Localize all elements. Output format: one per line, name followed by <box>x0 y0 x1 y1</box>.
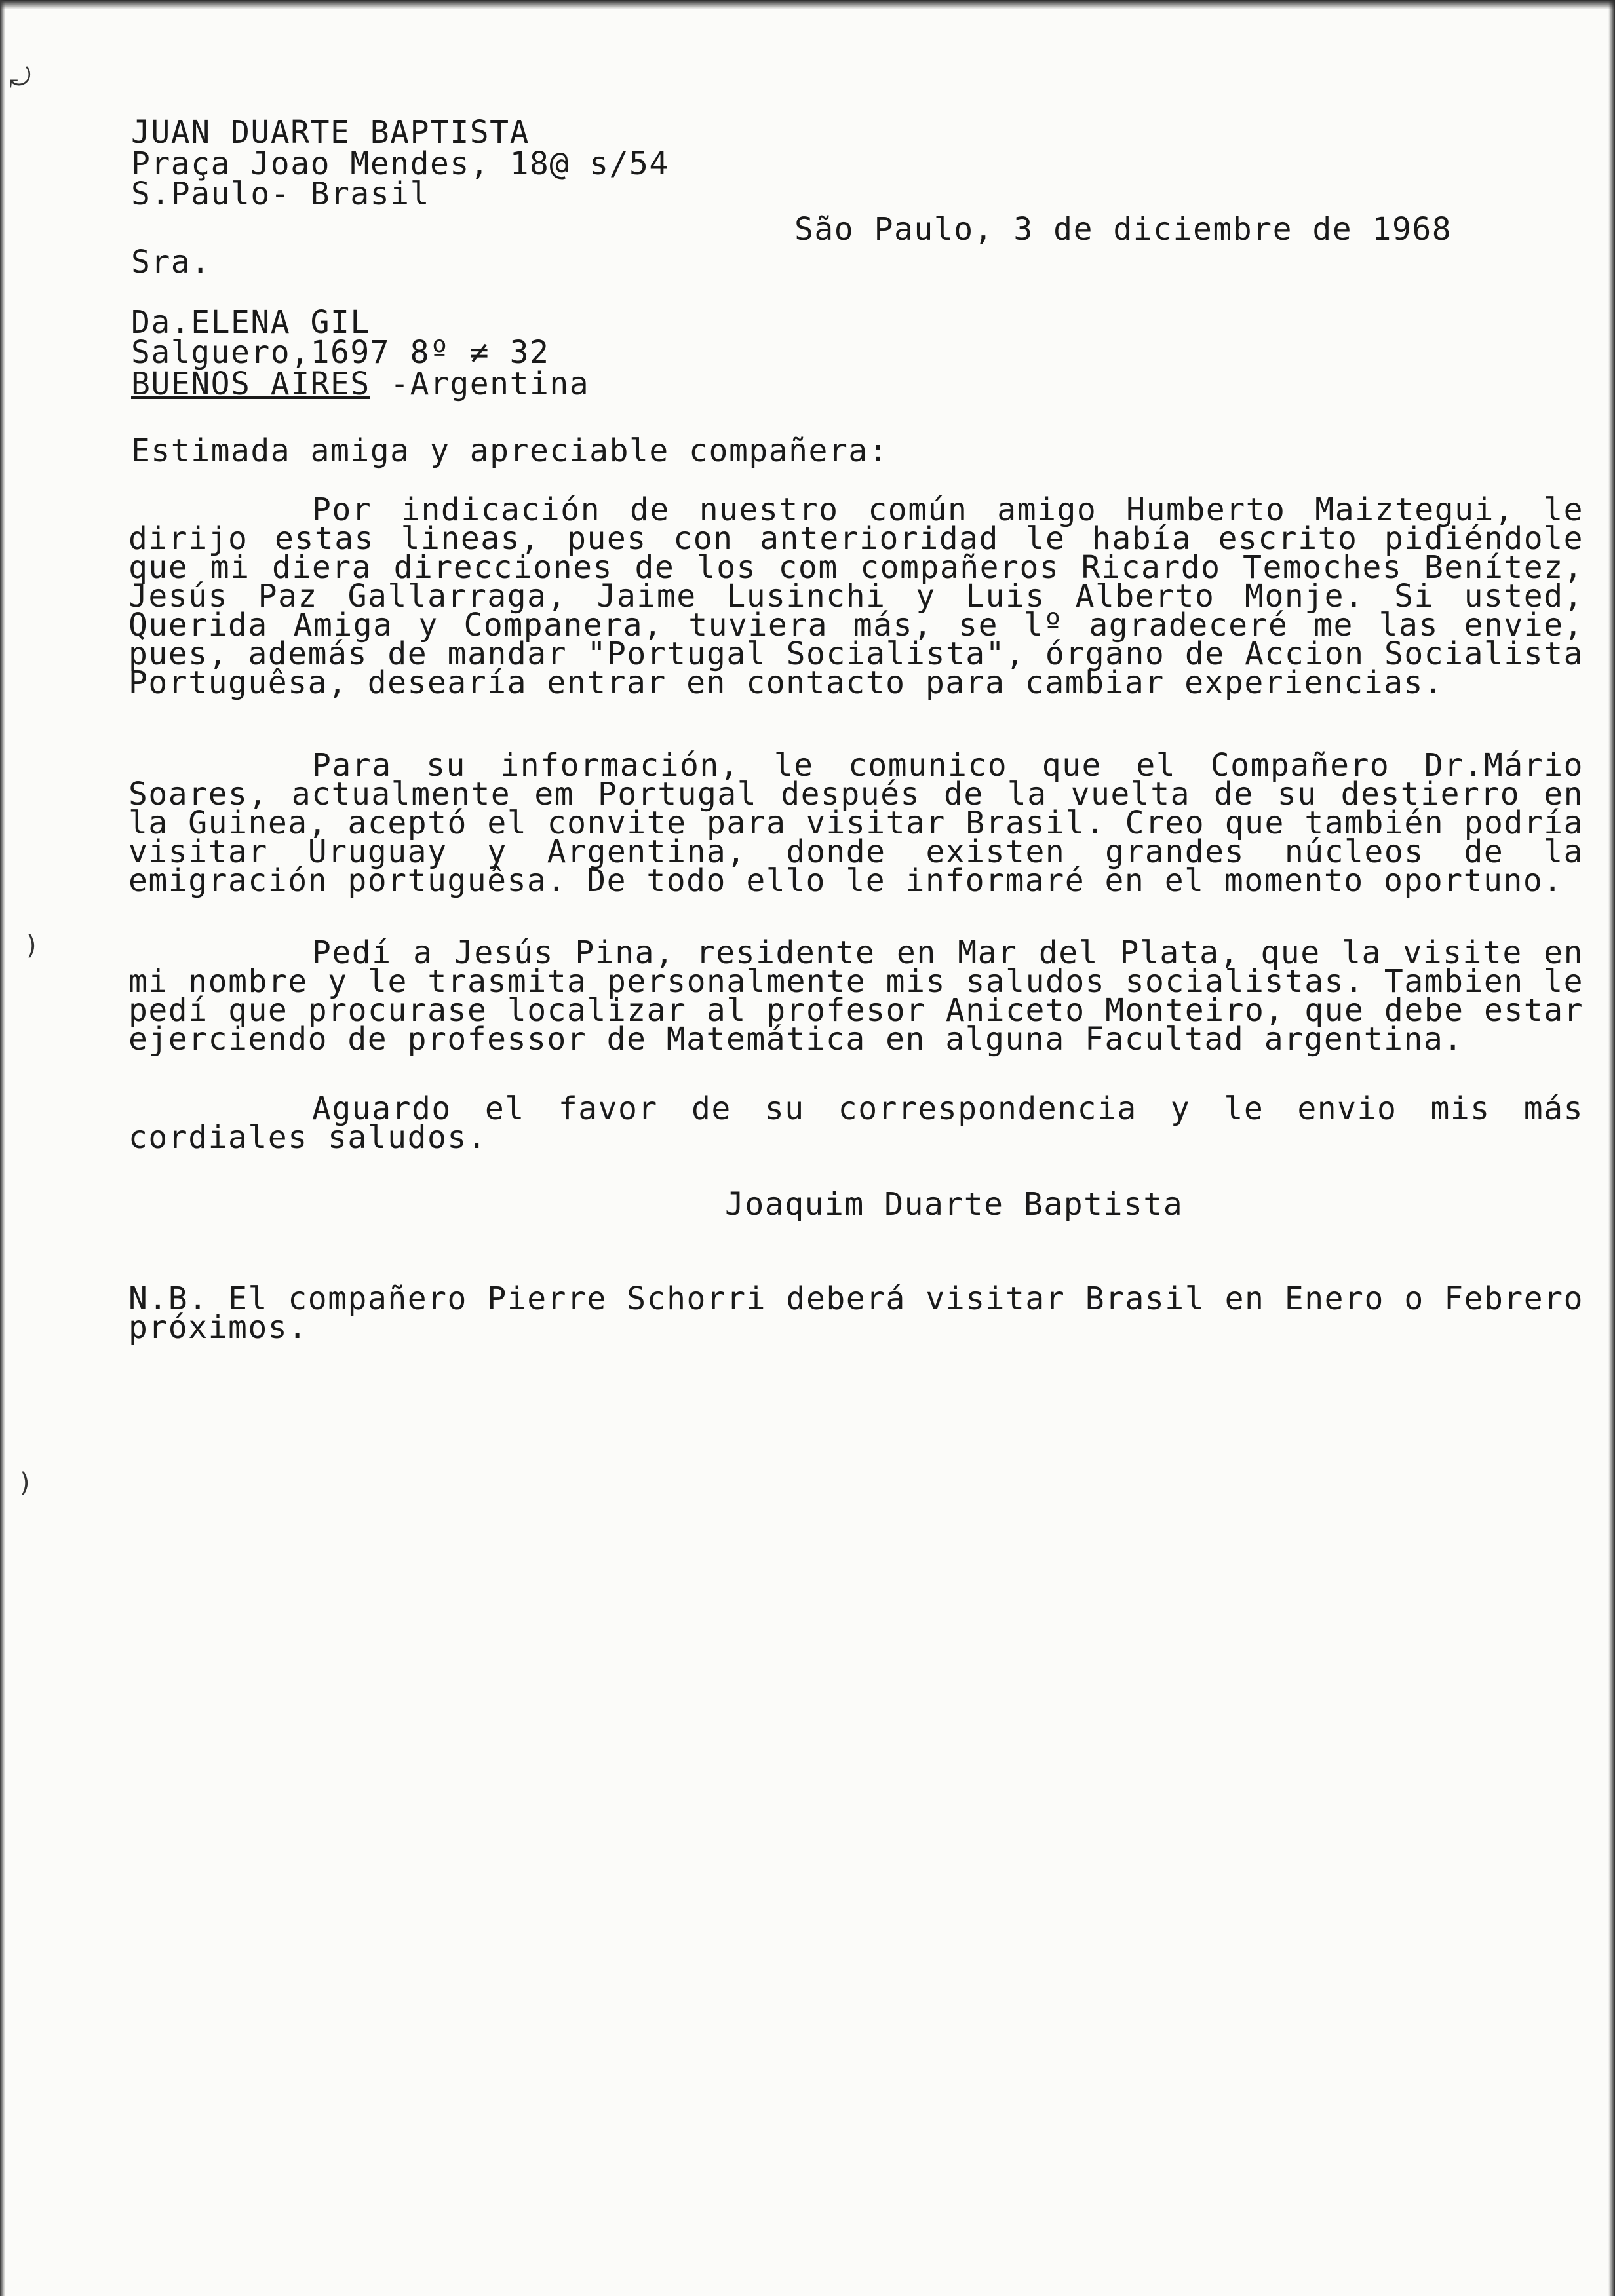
signature: Joaquim Duarte Baptista <box>725 1186 1184 1223</box>
scan-edge-top <box>0 0 1615 9</box>
scan-edge-right <box>1608 0 1615 2296</box>
recipient-country: -Argentina <box>370 366 590 402</box>
recipient-city-line <box>131 368 589 400</box>
paragraph-text: Por indicación de nuestro común amigo Humberto Maiztegui, le dirijo estas lineas, pues con anterioridad le había escrito pidiéndole que mi diera direcciones de los com compañeros Ricardo Temoches Benítez, Jesús Paz Gallarraga, Jaime Lusinchi y Luis Alberto Monje. Si usted, Querida Amiga y Companera, tuviera más, se lº agradeceré me las envie, pues, además de mandar "Portugal Socialista", órgano de Accion Socialista Portuguêsa, desearía entrar en contacto para cambiar experiencias. <box>128 491 1584 701</box>
recipient-name: Da.ELENA GIL <box>131 304 370 341</box>
body-paragraph-3 <box>128 934 1584 1058</box>
margin-scribble-mark: ⤾ <box>9 63 32 93</box>
recipient-salutation: Sra. <box>131 244 211 280</box>
recipient-address: Salguero,1697 8º ≠ 32 <box>131 334 550 371</box>
scan-edge-left <box>0 0 5 2296</box>
greeting: Estimada amiga y apreciable compañera: <box>131 432 889 469</box>
paragraph-text: Para su información, le comunico que el Compañero Dr.Mário Soares, actualmente em Portugal después de la vuelta de su destierro en la Guinea, aceptó el convite para visitar Brasil. Creo que también podría visitar Uruguay y Argentina, donde existen grandes núcleos de la emigración portuguêsa. De todo ello le informaré en el momento oportuno. <box>128 747 1584 899</box>
body-paragraph-1 <box>128 491 1584 701</box>
paragraph-text: Aguardo el favor de su correspondencia y le envio mis más cordiales saludos. <box>128 1090 1584 1156</box>
sender-city: S.Paulo- Brasil <box>131 176 430 212</box>
sender-name: JUAN DUARTE BAPTISTA <box>131 114 530 151</box>
body-paragraph-4 <box>128 1090 1584 1156</box>
sender-address: Praça Joao Mendes, 18@ s/54 <box>131 145 669 182</box>
margin-bracket-mark: ) <box>20 1468 31 1498</box>
body-paragraph-2 <box>128 747 1584 899</box>
recipient-city: BUENOS AIRES <box>131 366 370 402</box>
postscript <box>128 1280 1584 1346</box>
margin-bracket-mark: ) <box>26 930 38 961</box>
postscript-text: N.B. El compañero Pierre Schorri deberá visitar Brasil en Enero o Febrero próximos. <box>128 1280 1584 1346</box>
paragraph-text: Pedí a Jesús Pina, residente en Mar del Plata, que la visite en mi nombre y le trasmita personalmente mis saludos socialistas. Tambien le pedí que procurase localizar al profesor Aniceto Monteiro, que debe estar ejerciendo de professor de Matemática en alguna Facultad argentina. <box>128 934 1584 1058</box>
date-line: São Paulo, 3 de diciembre de 1968 <box>794 211 1452 248</box>
